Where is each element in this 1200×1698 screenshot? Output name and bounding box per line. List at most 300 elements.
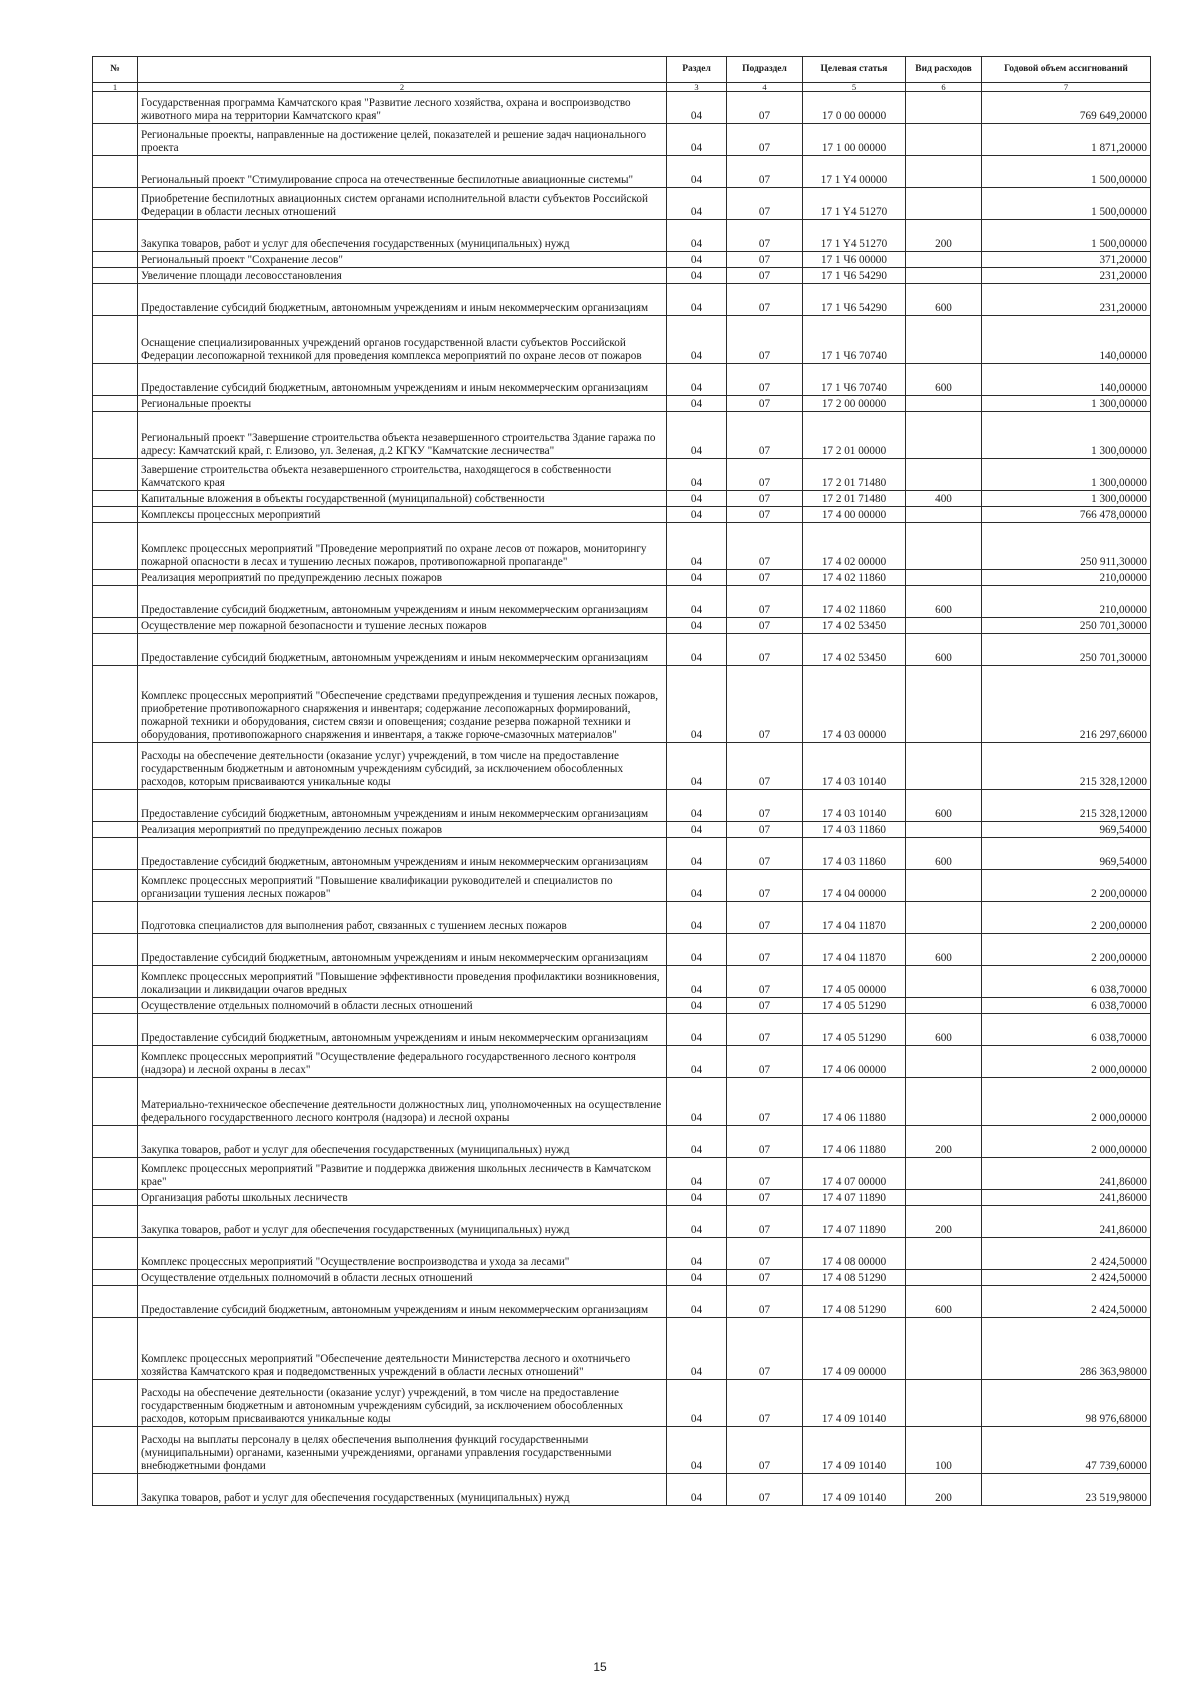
row-name: Предоставление субсидий бюджетным, автономным учреждениям и иным некоммерческим организациям (138, 790, 667, 822)
table-row (93, 934, 1151, 966)
header-target-article: Целевая статья (803, 57, 906, 83)
row-num (93, 1380, 138, 1427)
row-razdel: 04 (667, 1046, 727, 1078)
row-num (93, 1126, 138, 1158)
row-sum: 2 424,50000 (982, 1270, 1151, 1286)
table-row (93, 156, 1151, 188)
row-podrazdel: 07 (727, 1190, 803, 1206)
row-target-article: 17 1 Y4 51270 (803, 220, 906, 252)
row-name: Увеличение площади лесовосстановления (138, 268, 667, 284)
row-num (93, 1474, 138, 1506)
row-expense-type: 200 (906, 1206, 982, 1238)
row-num (93, 364, 138, 396)
row-razdel: 04 (667, 666, 727, 743)
row-num (93, 252, 138, 268)
row-expense-type (906, 1318, 982, 1380)
row-expense-type (906, 1380, 982, 1427)
row-sum: 241,86000 (982, 1190, 1151, 1206)
row-num (93, 934, 138, 966)
row-expense-type (906, 156, 982, 188)
row-sum: 215 328,12000 (982, 743, 1151, 790)
row-num (93, 822, 138, 838)
table-row (93, 396, 1151, 412)
table-row (93, 92, 1151, 124)
row-target-article: 17 4 02 53450 (803, 634, 906, 666)
row-razdel: 04 (667, 507, 727, 523)
row-podrazdel: 07 (727, 618, 803, 634)
row-name: Предоставление субсидий бюджетным, автономным учреждениям и иным некоммерческим организациям (138, 934, 667, 966)
row-name: Материально-техническое обеспечение деятельности должностных лиц, уполномоченных на осуществление федерального государственного лесного контроля (надзора) и лесной охраны (138, 1078, 667, 1126)
row-razdel: 04 (667, 252, 727, 268)
row-name: Подготовка специалистов для выполнения работ, связанных с тушением лесных пожаров (138, 902, 667, 934)
row-num (93, 1046, 138, 1078)
table-row (93, 1238, 1151, 1270)
row-expense-type: 600 (906, 838, 982, 870)
row-podrazdel: 07 (727, 1427, 803, 1474)
row-podrazdel: 07 (727, 838, 803, 870)
row-razdel: 04 (667, 188, 727, 220)
table-row (93, 284, 1151, 316)
row-sum: 2 424,50000 (982, 1286, 1151, 1318)
row-target-article: 17 4 06 00000 (803, 1046, 906, 1078)
row-expense-type: 200 (906, 1126, 982, 1158)
row-expense-type (906, 618, 982, 634)
row-razdel: 04 (667, 1078, 727, 1126)
row-podrazdel: 07 (727, 188, 803, 220)
row-sum: 769 649,20000 (982, 92, 1151, 124)
row-sum: 140,00000 (982, 364, 1151, 396)
row-podrazdel: 07 (727, 284, 803, 316)
row-num (93, 1190, 138, 1206)
colnum: 4 (727, 83, 803, 92)
table-row (93, 966, 1151, 998)
row-num (93, 507, 138, 523)
row-num (93, 790, 138, 822)
row-sum: 1 871,20000 (982, 124, 1151, 156)
row-target-article: 17 4 09 10140 (803, 1474, 906, 1506)
row-num (93, 1078, 138, 1126)
row-podrazdel: 07 (727, 316, 803, 364)
row-podrazdel: 07 (727, 934, 803, 966)
row-name: Комплекс процессных мероприятий "Осуществление воспроизводства и ухода за лесами" (138, 1238, 667, 1270)
table-row (93, 743, 1151, 790)
row-name: Осуществление отдельных полномочий в области лесных отношений (138, 998, 667, 1014)
row-razdel: 04 (667, 822, 727, 838)
row-sum: 2 200,00000 (982, 902, 1151, 934)
row-num (93, 998, 138, 1014)
row-podrazdel: 07 (727, 92, 803, 124)
table-row (93, 252, 1151, 268)
colnum: 7 (982, 83, 1151, 92)
row-target-article: 17 1 Ч6 00000 (803, 252, 906, 268)
row-num (93, 316, 138, 364)
row-sum: 6 038,70000 (982, 998, 1151, 1014)
row-razdel: 04 (667, 934, 727, 966)
row-sum: 140,00000 (982, 316, 1151, 364)
row-podrazdel: 07 (727, 666, 803, 743)
row-razdel: 04 (667, 124, 727, 156)
row-expense-type: 600 (906, 934, 982, 966)
row-sum: 47 739,60000 (982, 1427, 1151, 1474)
row-target-article: 17 4 06 11880 (803, 1078, 906, 1126)
row-razdel: 04 (667, 1286, 727, 1318)
row-expense-type (906, 822, 982, 838)
row-name: Комплекс процессных мероприятий "Повышение эффективности проведения профилактики возникновения, локализации и ликвидации очагов вредных (138, 966, 667, 998)
colnum: 3 (667, 83, 727, 92)
row-num (93, 618, 138, 634)
row-razdel: 04 (667, 586, 727, 618)
row-expense-type (906, 396, 982, 412)
row-sum: 216 297,66000 (982, 666, 1151, 743)
row-target-article: 17 2 01 00000 (803, 412, 906, 459)
row-podrazdel: 07 (727, 634, 803, 666)
row-expense-type: 600 (906, 790, 982, 822)
row-num (93, 838, 138, 870)
row-expense-type (906, 1270, 982, 1286)
row-target-article: 17 4 03 11860 (803, 822, 906, 838)
row-name: Расходы на выплаты персоналу в целях обеспечения выполнения функций государственными (муниципальными) органами, казенными учреждениями, органами управления государственными внебюджетными фондами (138, 1427, 667, 1474)
row-target-article: 17 4 03 00000 (803, 666, 906, 743)
row-target-article: 17 1 Ч6 54290 (803, 268, 906, 284)
row-target-article: 17 4 09 10140 (803, 1380, 906, 1427)
row-podrazdel: 07 (727, 507, 803, 523)
row-num (93, 491, 138, 507)
row-expense-type (906, 743, 982, 790)
row-name: Предоставление субсидий бюджетным, автономным учреждениям и иным некоммерческим организациям (138, 284, 667, 316)
row-name: Предоставление субсидий бюджетным, автономным учреждениям и иным некоммерческим организациям (138, 364, 667, 396)
row-razdel: 04 (667, 966, 727, 998)
row-podrazdel: 07 (727, 1206, 803, 1238)
row-target-article: 17 2 00 00000 (803, 396, 906, 412)
row-name: Комплексы процессных мероприятий (138, 507, 667, 523)
row-sum: 241,86000 (982, 1158, 1151, 1190)
row-sum: 1 300,00000 (982, 412, 1151, 459)
row-podrazdel: 07 (727, 124, 803, 156)
table-row (93, 220, 1151, 252)
row-sum: 98 976,68000 (982, 1380, 1151, 1427)
row-num (93, 92, 138, 124)
table-row (93, 1158, 1151, 1190)
header-annual-volume: Годовой объем ассигнований (982, 57, 1151, 83)
row-num (93, 570, 138, 586)
row-podrazdel: 07 (727, 156, 803, 188)
row-name: Комплекс процессных мероприятий "Проведение мероприятий по охране лесов от пожаров, мониторингу пожарной опасности в лесах и тушению лесных пожаров, противопожарной пропаганде" (138, 523, 667, 570)
colnum: 2 (138, 83, 667, 92)
row-target-article: 17 2 01 71480 (803, 459, 906, 491)
table-row (93, 316, 1151, 364)
table-row (93, 870, 1151, 902)
row-target-article: 17 4 00 00000 (803, 507, 906, 523)
row-podrazdel: 07 (727, 364, 803, 396)
row-expense-type (906, 316, 982, 364)
row-target-article: 17 4 08 51290 (803, 1270, 906, 1286)
row-expense-type (906, 1078, 982, 1126)
row-expense-type (906, 1190, 982, 1206)
table-row (93, 507, 1151, 523)
row-podrazdel: 07 (727, 966, 803, 998)
row-expense-type (906, 966, 982, 998)
row-razdel: 04 (667, 412, 727, 459)
row-expense-type (906, 268, 982, 284)
row-name: Предоставление субсидий бюджетным, автономным учреждениям и иным некоммерческим организациям (138, 838, 667, 870)
row-expense-type: 100 (906, 1427, 982, 1474)
row-podrazdel: 07 (727, 870, 803, 902)
row-sum: 1 500,00000 (982, 156, 1151, 188)
row-razdel: 04 (667, 1190, 727, 1206)
table-row (93, 268, 1151, 284)
header-podrazdel: Подраздел (727, 57, 803, 83)
row-target-article: 17 4 03 10140 (803, 790, 906, 822)
row-razdel: 04 (667, 743, 727, 790)
row-num (93, 1014, 138, 1046)
row-podrazdel: 07 (727, 220, 803, 252)
row-podrazdel: 07 (727, 822, 803, 838)
row-name: Комплекс процессных мероприятий "Развитие и поддержка движения школьных лесничеств в Камчатском крае" (138, 1158, 667, 1190)
row-sum: 2 000,00000 (982, 1126, 1151, 1158)
row-expense-type (906, 507, 982, 523)
row-razdel: 04 (667, 396, 727, 412)
table-row (93, 412, 1151, 459)
row-target-article: 17 4 05 51290 (803, 1014, 906, 1046)
row-razdel: 04 (667, 1380, 727, 1427)
row-podrazdel: 07 (727, 1158, 803, 1190)
row-razdel: 04 (667, 523, 727, 570)
row-razdel: 04 (667, 902, 727, 934)
table-row (93, 124, 1151, 156)
row-name: Завершение строительства объекта незавершенного строительства, находящегося в собственности Камчатского края (138, 459, 667, 491)
row-name: Предоставление субсидий бюджетным, автономным учреждениям и иным некоммерческим организациям (138, 634, 667, 666)
row-target-article: 17 4 08 51290 (803, 1286, 906, 1318)
row-num (93, 188, 138, 220)
row-podrazdel: 07 (727, 1238, 803, 1270)
row-sum: 210,00000 (982, 570, 1151, 586)
row-name: Приобретение беспилотных авиационных систем органами исполнительной власти субъектов Российской Федерации в области лесных отношений (138, 188, 667, 220)
header-num: № (93, 57, 138, 83)
row-razdel: 04 (667, 316, 727, 364)
row-name: Предоставление субсидий бюджетным, автономным учреждениям и иным некоммерческим организациям (138, 1014, 667, 1046)
row-num (93, 1158, 138, 1190)
row-podrazdel: 07 (727, 1126, 803, 1158)
row-target-article: 17 1 Y4 51270 (803, 188, 906, 220)
row-podrazdel: 07 (727, 523, 803, 570)
row-sum: 250 701,30000 (982, 618, 1151, 634)
row-num (93, 1238, 138, 1270)
row-podrazdel: 07 (727, 491, 803, 507)
row-target-article: 17 4 06 11880 (803, 1126, 906, 1158)
row-target-article: 17 4 04 11870 (803, 934, 906, 966)
row-num (93, 966, 138, 998)
table-row (93, 1046, 1151, 1078)
row-expense-type: 600 (906, 364, 982, 396)
row-name: Оснащение специализированных учреждений органов государственной власти субъектов Российской Федерации лесопожарной техникой для проведения комплекса мероприятий по охране лесов от пожаров (138, 316, 667, 364)
row-num (93, 268, 138, 284)
row-expense-type: 600 (906, 1014, 982, 1046)
table-row (93, 1380, 1151, 1427)
row-razdel: 04 (667, 1206, 727, 1238)
row-name: Закупка товаров, работ и услуг для обеспечения государственных (муниципальных) нужд (138, 1474, 667, 1506)
row-expense-type (906, 188, 982, 220)
row-podrazdel: 07 (727, 459, 803, 491)
row-target-article: 17 4 02 00000 (803, 523, 906, 570)
row-expense-type (906, 523, 982, 570)
table-row (93, 1474, 1151, 1506)
row-num (93, 124, 138, 156)
row-name: Расходы на обеспечение деятельности (оказание услуг) учреждений, в том числе на предоставление государственным бюджетным и автономным учреждениям субсидий, за исключением обособленных расходов, которым присваиваются уникальные коды (138, 743, 667, 790)
table-row (93, 523, 1151, 570)
row-expense-type: 600 (906, 586, 982, 618)
row-num (93, 284, 138, 316)
row-name: Организация работы школьных лесничеств (138, 1190, 667, 1206)
row-num (93, 743, 138, 790)
row-podrazdel: 07 (727, 268, 803, 284)
row-name: Расходы на обеспечение деятельности (оказание услуг) учреждений, в том числе на предоставление государственным бюджетным и автономным учреждениям субсидий, за исключением обособленных расходов, которым присваиваются уникальные коды (138, 1380, 667, 1427)
row-podrazdel: 07 (727, 743, 803, 790)
row-razdel: 04 (667, 618, 727, 634)
row-sum: 215 328,12000 (982, 790, 1151, 822)
table-row (93, 1270, 1151, 1286)
table-row (93, 998, 1151, 1014)
row-razdel: 04 (667, 459, 727, 491)
row-target-article: 17 4 09 00000 (803, 1318, 906, 1380)
row-sum: 250 701,30000 (982, 634, 1151, 666)
row-name: Закупка товаров, работ и услуг для обеспечения государственных (муниципальных) нужд (138, 1206, 667, 1238)
row-razdel: 04 (667, 1318, 727, 1380)
table-row (93, 838, 1151, 870)
row-name: Капитальные вложения в объекты государственной (муниципальной) собственности (138, 491, 667, 507)
row-name: Комплекс процессных мероприятий "Обеспечение средствами предупреждения и тушения лесных пожаров, приобретение противопожарного снаряжения и инвентаря; содержание лесопожарных формирований, пожарной техники и оборудования, систем связи и оповещения; создание резерва пожарной техники и оборудования, противопожарного снаряжения и инвентаря, а также горюче-смазочных материалов" (138, 666, 667, 743)
row-sum: 371,20000 (982, 252, 1151, 268)
row-razdel: 04 (667, 268, 727, 284)
row-target-article: 17 0 00 00000 (803, 92, 906, 124)
row-name: Региональные проекты, направленные на достижение целей, показателей и решение задач национального проекта (138, 124, 667, 156)
row-razdel: 04 (667, 838, 727, 870)
table-row (93, 666, 1151, 743)
row-target-article: 17 1 Ч6 70740 (803, 364, 906, 396)
colnum: 1 (93, 83, 138, 92)
row-podrazdel: 07 (727, 1014, 803, 1046)
row-sum: 2 200,00000 (982, 934, 1151, 966)
row-num (93, 586, 138, 618)
row-num (93, 666, 138, 743)
row-name: Региональные проекты (138, 396, 667, 412)
row-expense-type (906, 412, 982, 459)
budget-table (92, 56, 1151, 1506)
table-row (93, 1078, 1151, 1126)
row-target-article: 17 4 03 10140 (803, 743, 906, 790)
row-target-article: 17 1 Ч6 54290 (803, 284, 906, 316)
row-expense-type: 600 (906, 284, 982, 316)
row-razdel: 04 (667, 284, 727, 316)
column-number-row (93, 83, 1151, 92)
row-sum: 6 038,70000 (982, 1014, 1151, 1046)
row-expense-type: 600 (906, 634, 982, 666)
row-target-article: 17 2 01 71480 (803, 491, 906, 507)
row-razdel: 04 (667, 1126, 727, 1158)
row-podrazdel: 07 (727, 1380, 803, 1427)
table-row (93, 1014, 1151, 1046)
row-name: Закупка товаров, работ и услуг для обеспечения государственных (муниципальных) нужд (138, 1126, 667, 1158)
row-num (93, 870, 138, 902)
row-expense-type (906, 870, 982, 902)
header-expense-type: Вид расходов (906, 57, 982, 83)
row-podrazdel: 07 (727, 1474, 803, 1506)
row-target-article: 17 4 02 11860 (803, 570, 906, 586)
row-name: Региональный проект "Стимулирование спроса на отечественные беспилотные авиационные системы" (138, 156, 667, 188)
row-target-article: 17 4 04 00000 (803, 870, 906, 902)
row-expense-type (906, 124, 982, 156)
row-podrazdel: 07 (727, 412, 803, 459)
row-expense-type (906, 1238, 982, 1270)
row-sum: 231,20000 (982, 268, 1151, 284)
row-num (93, 1286, 138, 1318)
row-name: Государственная программа Камчатского края "Развитие лесного хозяйства, охрана и воспроизводство животного мира на территории Камчатского края" (138, 92, 667, 124)
row-podrazdel: 07 (727, 1270, 803, 1286)
colnum: 5 (803, 83, 906, 92)
row-name: Комплекс процессных мероприятий "Осуществление федерального государственного лесного контроля (надзора) и лесной охраны в лесах" (138, 1046, 667, 1078)
row-name: Закупка товаров, работ и услуг для обеспечения государственных (муниципальных) нужд (138, 220, 667, 252)
row-expense-type: 200 (906, 1474, 982, 1506)
table-row (93, 1206, 1151, 1238)
row-razdel: 04 (667, 570, 727, 586)
page-number: 15 (593, 1660, 607, 1674)
row-razdel: 04 (667, 998, 727, 1014)
row-sum: 969,54000 (982, 838, 1151, 870)
row-podrazdel: 07 (727, 1078, 803, 1126)
row-sum: 1 500,00000 (982, 220, 1151, 252)
table-row (93, 1318, 1151, 1380)
row-num (93, 396, 138, 412)
row-sum: 6 038,70000 (982, 966, 1151, 998)
row-sum: 23 519,98000 (982, 1474, 1151, 1506)
row-name: Осуществление отдельных полномочий в области лесных отношений (138, 1270, 667, 1286)
row-expense-type: 600 (906, 1286, 982, 1318)
row-sum: 231,20000 (982, 284, 1151, 316)
row-sum: 2 000,00000 (982, 1078, 1151, 1126)
table-row (93, 1190, 1151, 1206)
row-num (93, 459, 138, 491)
header-razdel: Раздел (667, 57, 727, 83)
row-expense-type (906, 459, 982, 491)
row-num (93, 156, 138, 188)
table-body (93, 92, 1151, 1506)
row-target-article: 17 4 08 00000 (803, 1238, 906, 1270)
row-expense-type (906, 252, 982, 268)
table-row (93, 491, 1151, 507)
row-name: Комплекс процессных мероприятий "Обеспечение деятельности Министерства лесного и охотничьего хозяйства Камчатского края и подведомственных учреждений в области лесных отношений" (138, 1318, 667, 1380)
row-sum: 766 478,00000 (982, 507, 1151, 523)
table-row (93, 822, 1151, 838)
row-target-article: 17 4 05 00000 (803, 966, 906, 998)
table-row (93, 188, 1151, 220)
row-razdel: 04 (667, 1158, 727, 1190)
row-podrazdel: 07 (727, 902, 803, 934)
row-sum: 1 300,00000 (982, 396, 1151, 412)
row-razdel: 04 (667, 1270, 727, 1286)
row-razdel: 04 (667, 870, 727, 902)
row-name: Реализация мероприятий по предупреждению лесных пожаров (138, 570, 667, 586)
row-name: Реализация мероприятий по предупреждению лесных пожаров (138, 822, 667, 838)
row-name: Региональный проект "Завершение строительства объекта незавершенного строительства Здание гаража по адресу: Камчатский край, г. Елизово, ул. Зеленая, д.2 КГКУ "Камчатские лесничества" (138, 412, 667, 459)
row-expense-type (906, 1158, 982, 1190)
table-row (93, 790, 1151, 822)
row-sum: 241,86000 (982, 1206, 1151, 1238)
row-podrazdel: 07 (727, 570, 803, 586)
row-sum: 1 300,00000 (982, 491, 1151, 507)
table-header-row (93, 57, 1151, 83)
colnum: 6 (906, 83, 982, 92)
row-target-article: 17 4 07 11890 (803, 1206, 906, 1238)
row-target-article: 17 4 09 10140 (803, 1427, 906, 1474)
